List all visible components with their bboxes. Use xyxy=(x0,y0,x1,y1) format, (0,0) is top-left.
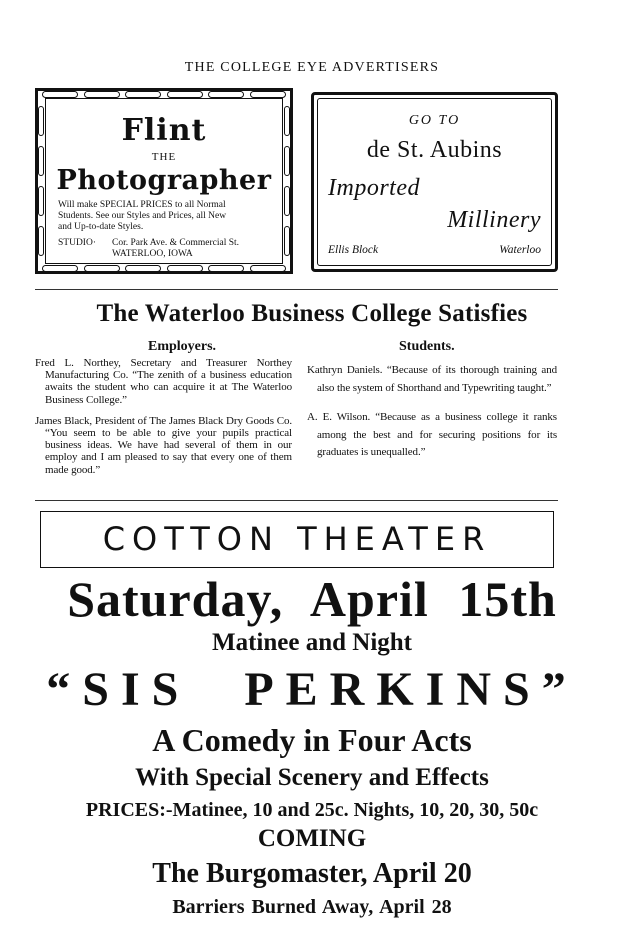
aubins-city: Waterloo xyxy=(499,244,541,256)
cotton-theater-banner: COTTON THEATER xyxy=(40,511,554,568)
aubins-footer xyxy=(328,244,541,256)
flint-blurb-line: and Up-to-date Styles. xyxy=(58,222,144,232)
studio-address-line: Cor. Park Ave. & Commercial St. xyxy=(112,238,240,248)
student-testimonial: A. E. Wilson. “Because as a business college it ranks among the best and for securing positions for its graduates is unequalled.” xyxy=(307,411,557,458)
chain-border-bottom xyxy=(38,264,290,272)
play-special: With Special Scenery and Effects xyxy=(135,764,489,791)
play-title: “SIS PERKINS” xyxy=(46,663,578,716)
flint-photographer-ad xyxy=(35,88,293,274)
show-date: Saturday, April 15th xyxy=(67,571,557,627)
coming-show-2: Barriers Burned Away, April 28 xyxy=(172,896,452,918)
st-aubins-millinery-ad xyxy=(311,92,558,272)
aubins-imported: Imported xyxy=(328,175,420,201)
business-college-title: The Waterloo Business College Satisfies xyxy=(96,300,528,327)
students-heading: Students. xyxy=(399,339,455,354)
studio-label: STUDIO· xyxy=(58,238,96,248)
employer-testimonial: James Black, President of The James Black Dry Goods Co. “You seem to be able to give your pupils practical business ideas. We have had several of them in our employ and I am pleased to say that every one of them made good.” xyxy=(35,414,292,476)
aubins-name: de St. Aubins xyxy=(366,137,503,163)
studio-address-line: WATERLOO, IOWA xyxy=(112,249,193,259)
play-genre: A Comedy in Four Acts xyxy=(152,722,472,758)
divider xyxy=(35,289,558,290)
divider xyxy=(35,500,558,501)
flint-photographer-title: Photographer xyxy=(56,165,272,196)
coming-show-1: The Burgomaster, April 20 xyxy=(152,858,472,889)
ticket-prices: PRICES:-Matinee, 10 and 25c. Nights, 10, 20, 30, 50c xyxy=(85,799,539,821)
flint-blurb-line: Will make SPECIAL PRICES to all Normal xyxy=(58,200,226,210)
student-testimonial: Kathryn Daniels. “Because of its thorough training and also the system of Shorthand and Typewriting taught.” xyxy=(307,364,557,394)
aubins-millinery: Millinery xyxy=(447,207,541,233)
flint-name: Flint xyxy=(121,113,207,148)
flint-the: THE xyxy=(151,151,177,163)
flint-blurb-line: Students. See our Styles and Prices, all New xyxy=(58,211,227,221)
flint-blurb xyxy=(58,200,283,233)
aubins-block: Ellis Block xyxy=(328,244,379,256)
aubins-go-to: GO TO xyxy=(408,113,461,128)
page-header: THE COLLEGE EYE ADVERTISERS xyxy=(184,60,440,75)
show-times: Matinee and Night xyxy=(212,629,412,656)
flint-studio-address xyxy=(58,238,283,260)
employer-testimonial: Fred L. Northey, Secretary and Treasurer Northey Manufacturing Co. “The zenith of a business education awaits the student who can acquire it at The Waterloo Business College.” xyxy=(35,357,292,406)
chain-border-top xyxy=(38,90,290,98)
employers-heading: Employers. xyxy=(148,339,217,354)
students-column xyxy=(307,362,557,474)
employers-column xyxy=(35,357,292,485)
coming-heading: COMING xyxy=(257,825,367,852)
